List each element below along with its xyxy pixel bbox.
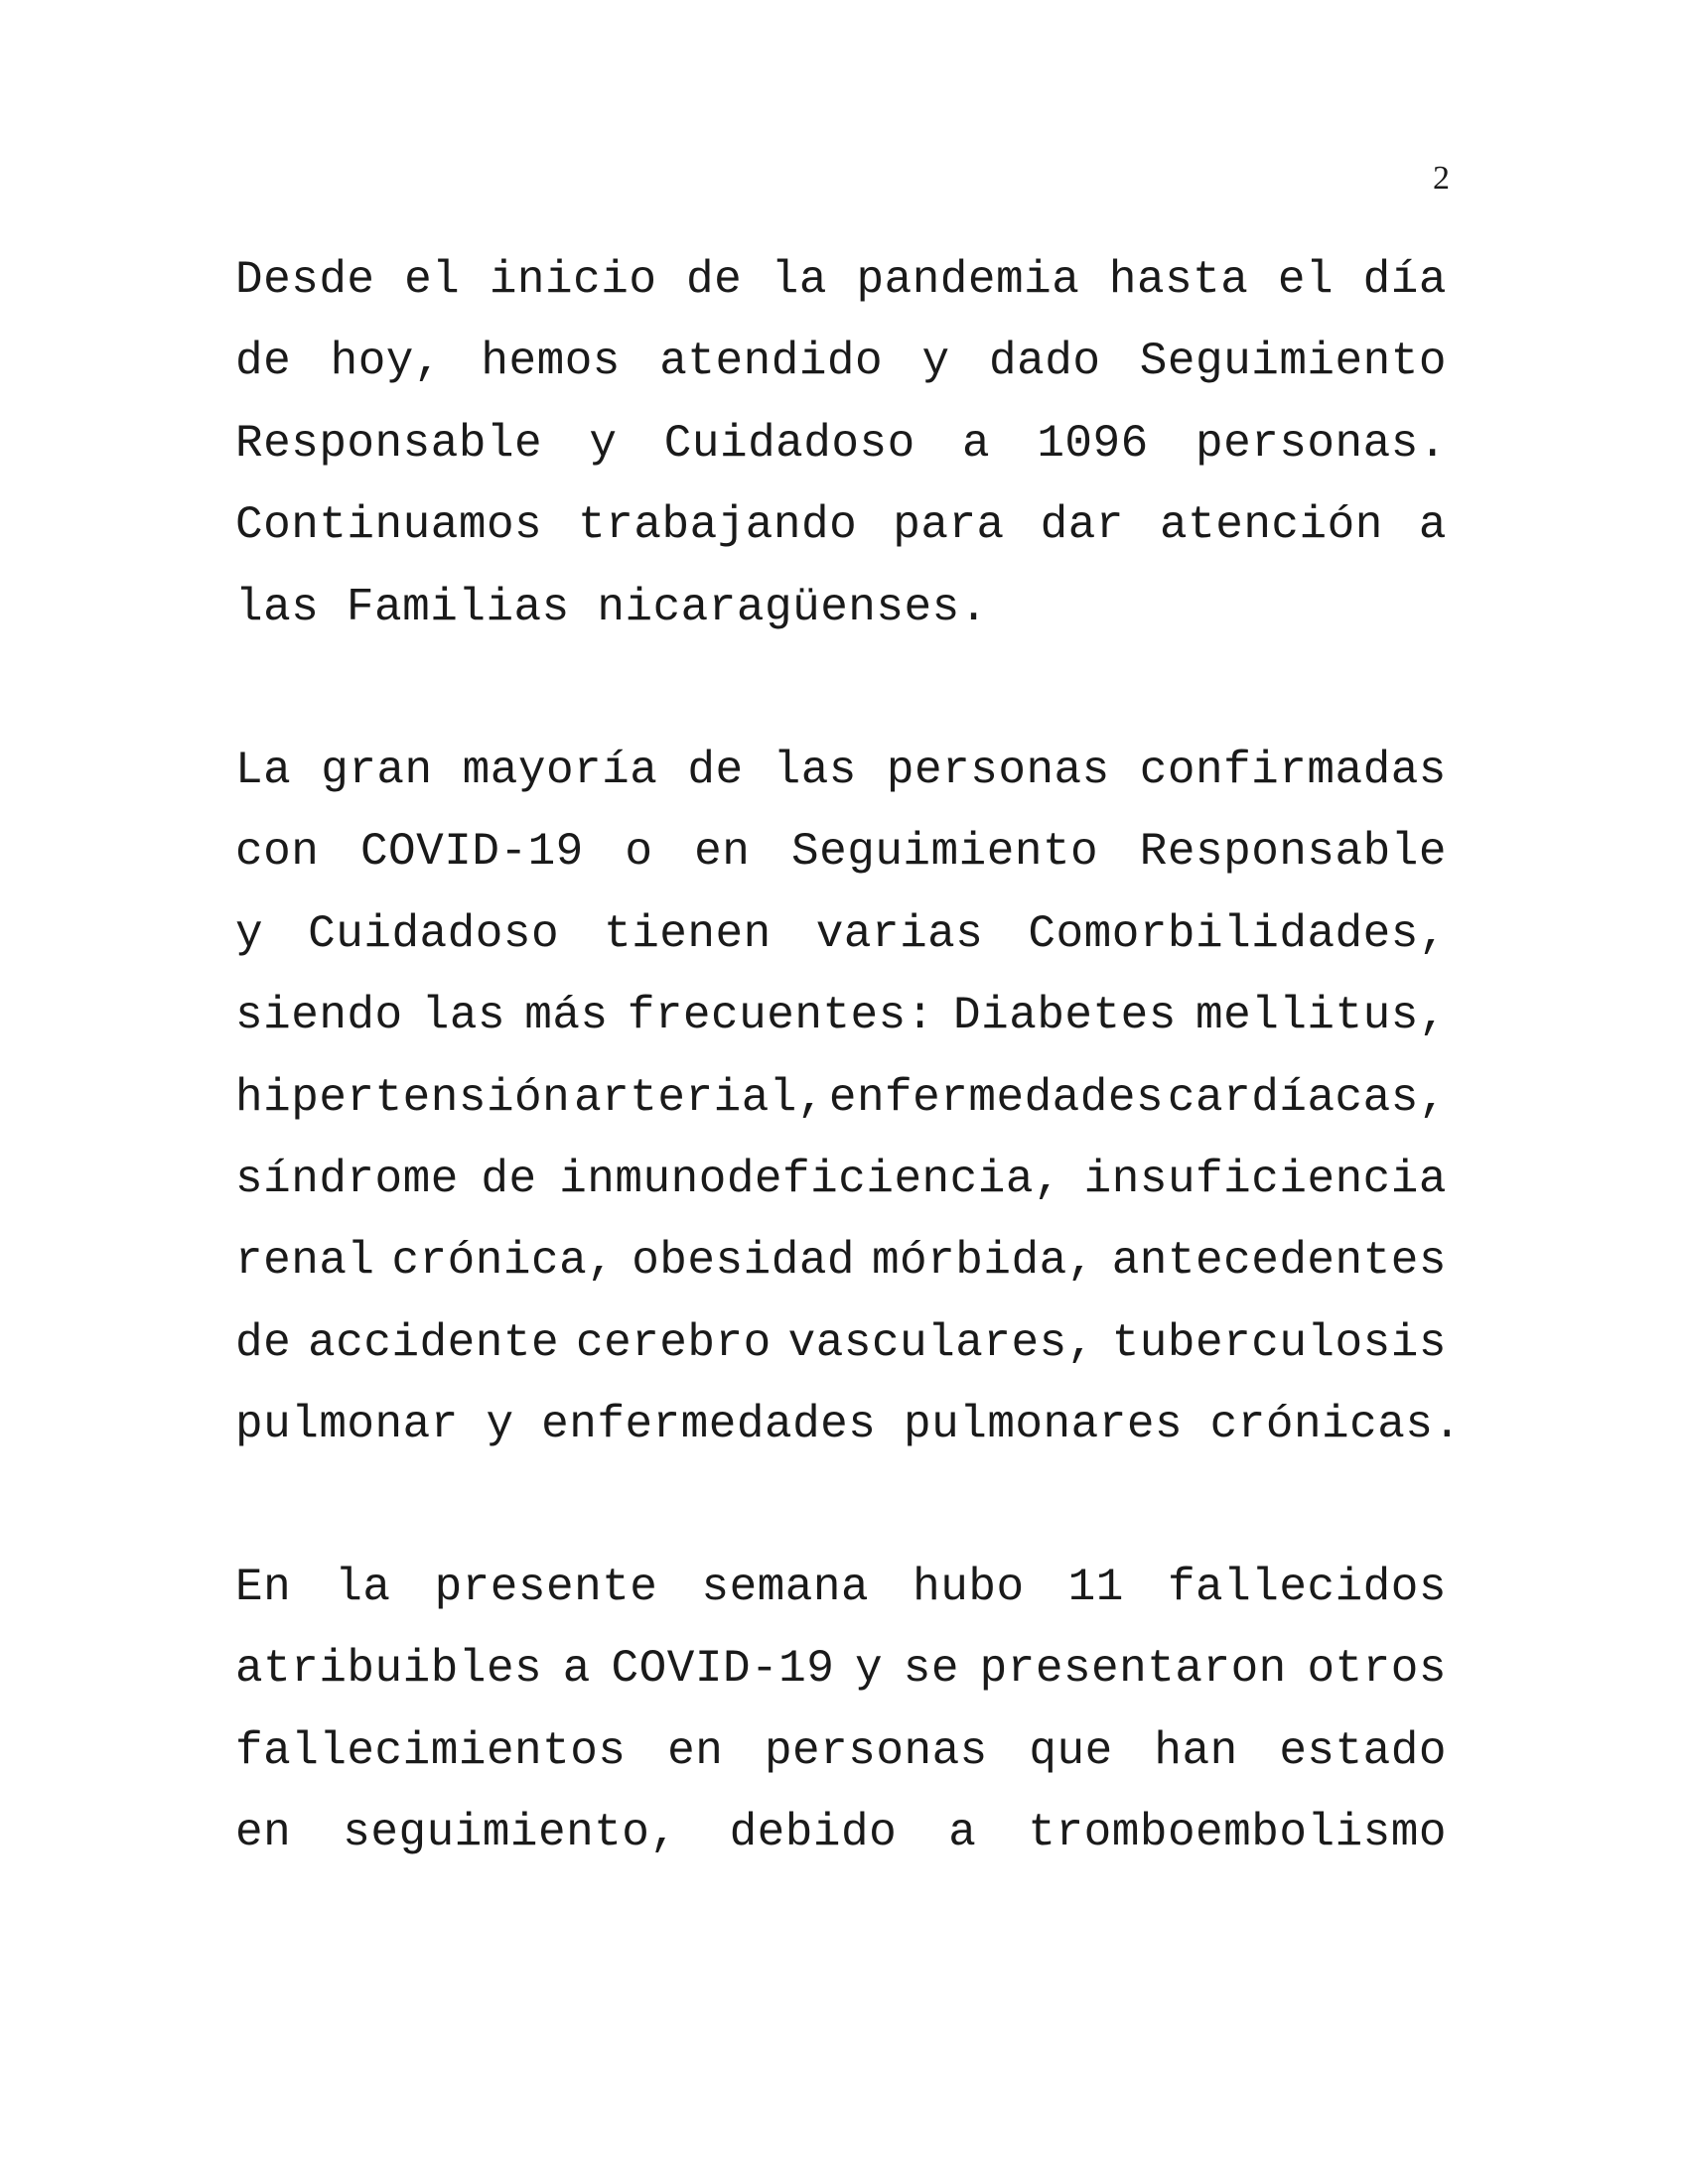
word: presente xyxy=(434,1562,658,1613)
word: y xyxy=(855,1643,884,1696)
word: fallecimientos xyxy=(235,1724,627,1777)
word: de xyxy=(685,254,743,306)
word: que xyxy=(1029,1724,1113,1777)
word: el xyxy=(1277,254,1335,306)
word: obesidad xyxy=(632,1235,856,1288)
text-line xyxy=(235,1792,1447,1873)
word: Desde xyxy=(235,254,375,306)
word: frecuentes: xyxy=(627,990,934,1042)
word: de xyxy=(687,745,744,796)
text-line xyxy=(235,1057,1447,1139)
word: En xyxy=(235,1562,292,1613)
word: accidente xyxy=(308,1316,560,1369)
word: las xyxy=(773,745,857,796)
text-line xyxy=(235,1384,1462,1465)
word: de xyxy=(235,1316,292,1369)
text-line xyxy=(235,484,1447,566)
word: para xyxy=(893,499,1005,552)
text-line xyxy=(235,321,1447,402)
word: y xyxy=(486,1399,514,1451)
word: en xyxy=(694,826,751,879)
text-line xyxy=(235,975,1447,1056)
paragraph-1 xyxy=(235,239,1447,648)
word: las xyxy=(421,990,506,1042)
word: COVID-19 xyxy=(359,826,584,879)
word: el xyxy=(404,254,461,306)
word: Comorbilidades, xyxy=(1028,907,1447,960)
word: hoy, xyxy=(330,336,443,388)
text-line xyxy=(235,1547,1447,1628)
text-line xyxy=(235,1628,1447,1709)
text-line xyxy=(235,567,1447,648)
word: enfermedades xyxy=(828,1071,1165,1124)
word: tuberculosis xyxy=(1111,1316,1447,1369)
word: síndrome xyxy=(235,1153,459,1205)
word: las xyxy=(235,581,320,633)
word: la xyxy=(771,254,827,306)
word: han xyxy=(1154,1724,1238,1777)
word: mayoría xyxy=(462,745,658,796)
word: renal xyxy=(235,1235,375,1288)
text-line xyxy=(235,730,1447,811)
word: 11 xyxy=(1067,1562,1124,1613)
word: Cuidadoso xyxy=(308,907,560,960)
word: otros xyxy=(1307,1643,1447,1696)
text-line xyxy=(235,1710,1447,1792)
word: hemos xyxy=(481,336,621,388)
word: atención xyxy=(1160,499,1383,552)
word: atribuibles xyxy=(235,1643,543,1696)
word: confirmadas xyxy=(1139,745,1447,796)
word: Continuamos xyxy=(235,499,543,552)
word: a xyxy=(948,1807,977,1859)
word: enfermedades xyxy=(541,1399,877,1451)
word: Responsable xyxy=(235,417,543,470)
word: se xyxy=(903,1643,959,1696)
word: día xyxy=(1362,254,1447,306)
word: a xyxy=(1418,499,1447,552)
word: a xyxy=(562,1643,591,1696)
word: en xyxy=(235,1807,292,1859)
word: y xyxy=(921,336,950,388)
word: Cuidadoso xyxy=(663,417,915,470)
word: hubo xyxy=(913,1562,1025,1613)
word: insuficiencia xyxy=(1083,1153,1447,1205)
word: más xyxy=(524,990,609,1042)
word: la xyxy=(335,1562,391,1613)
word: tienen xyxy=(604,907,772,960)
word: inmunodeficiencia, xyxy=(559,1153,1062,1205)
word: y xyxy=(589,417,618,470)
word: nicaragüenses. xyxy=(597,581,988,633)
word: pulmonares xyxy=(904,1399,1184,1451)
text-line xyxy=(235,1220,1447,1301)
paragraph-3 xyxy=(235,1547,1447,1874)
word: 1096 xyxy=(1037,417,1149,470)
word: vasculares, xyxy=(787,1316,1095,1369)
word: de xyxy=(235,336,292,388)
word: siendo xyxy=(235,990,403,1042)
text-line xyxy=(235,893,1447,975)
word: mellitus, xyxy=(1196,990,1447,1042)
word: hipertensión xyxy=(235,1071,571,1124)
text-line xyxy=(235,239,1447,321)
word: atendido xyxy=(659,336,884,388)
word: COVID-19 xyxy=(611,1643,835,1696)
word: arterial, xyxy=(574,1071,826,1124)
word: Seguimiento xyxy=(1139,336,1447,388)
word: fallecidos xyxy=(1167,1562,1447,1613)
word: trabajando xyxy=(578,499,858,552)
word: Seguimiento xyxy=(791,826,1099,879)
word: Familias xyxy=(346,581,570,633)
word: Diabetes xyxy=(953,990,1177,1042)
word: mórbida, xyxy=(871,1235,1095,1288)
word: tromboembolismo xyxy=(1028,1807,1447,1859)
word: y xyxy=(235,907,264,960)
paragraph-2 xyxy=(235,730,1462,1466)
word: cerebro xyxy=(575,1316,772,1369)
word: dar xyxy=(1040,499,1124,552)
text-line xyxy=(235,403,1447,484)
word: La xyxy=(235,745,292,796)
word: presentaron xyxy=(979,1643,1287,1696)
word: gran xyxy=(321,745,433,796)
word: de xyxy=(481,1153,537,1205)
page-number: 2 xyxy=(1433,160,1450,197)
word: estado xyxy=(1279,1724,1447,1777)
word: a xyxy=(961,417,991,470)
text-line xyxy=(235,1302,1447,1384)
word: varias xyxy=(815,907,984,960)
word: inicio xyxy=(489,254,657,306)
word: antecedentes xyxy=(1111,1235,1447,1288)
word: seguimiento, xyxy=(343,1807,678,1859)
word: pandemia xyxy=(856,254,1080,306)
word: personas xyxy=(764,1724,988,1777)
word: dado xyxy=(989,336,1101,388)
word: o xyxy=(625,826,653,879)
word: pulmonar xyxy=(235,1399,459,1451)
word: Responsable xyxy=(1139,826,1447,879)
word: cardíacas, xyxy=(1167,1071,1447,1124)
text-line xyxy=(235,811,1447,892)
word: crónicas. xyxy=(1209,1399,1462,1451)
word: debido xyxy=(729,1807,898,1859)
text-line xyxy=(235,1139,1447,1220)
word: hasta xyxy=(1108,254,1249,306)
word: crónica, xyxy=(391,1235,616,1288)
word: semana xyxy=(701,1562,870,1613)
word: personas. xyxy=(1196,417,1447,470)
word: en xyxy=(667,1724,724,1777)
word: con xyxy=(235,826,320,879)
word: personas xyxy=(886,745,1110,796)
